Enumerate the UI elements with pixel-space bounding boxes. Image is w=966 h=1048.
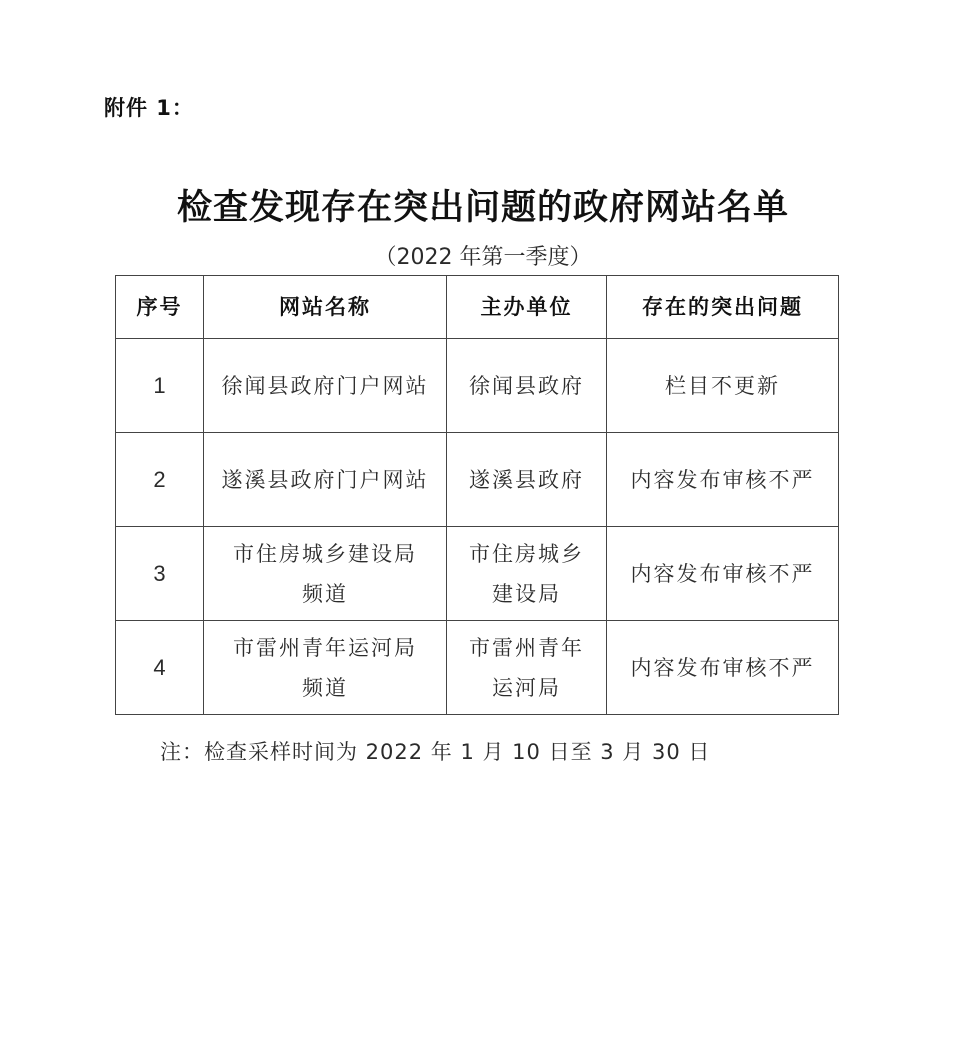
row-site-name: 遂溪县政府门户网站 xyxy=(204,433,447,527)
row-sponsor: 徐闻县政府 xyxy=(447,339,607,433)
website-list-table xyxy=(115,275,839,715)
header-sponsor: 主办单位 xyxy=(447,276,607,339)
row-sponsor: 遂溪县政府 xyxy=(447,433,607,527)
row-issue: 内容发布审核不严 xyxy=(607,621,839,715)
header-number: 序号 xyxy=(116,276,204,339)
row-issue: 内容发布审核不严 xyxy=(607,527,839,621)
row-site-name: 市住房城乡建设局频道 xyxy=(204,527,447,621)
table-row xyxy=(116,433,839,527)
table-row xyxy=(116,527,839,621)
row-site-name: 徐闻县政府门户网站 xyxy=(204,339,447,433)
row-number: 1 xyxy=(116,339,204,433)
table-row xyxy=(116,339,839,433)
row-number: 2 xyxy=(116,433,204,527)
row-issue: 栏目不更新 xyxy=(607,339,839,433)
table-row xyxy=(116,621,839,715)
sampling-note: 注：检查采样时间为 2022 年 1 月 10 日至 3 月 30 日 xyxy=(160,740,711,764)
document-subtitle: （2022 年第一季度） xyxy=(374,245,592,270)
table-header-row xyxy=(116,276,839,339)
attachment-label: 附件 1： xyxy=(104,96,194,120)
header-site-name: 网站名称 xyxy=(204,276,447,339)
row-number: 4 xyxy=(116,621,204,715)
row-sponsor: 市雷州青年运河局 xyxy=(447,621,607,715)
row-number: 3 xyxy=(116,527,204,621)
row-sponsor: 市住房城乡建设局 xyxy=(447,527,607,621)
row-issue: 内容发布审核不严 xyxy=(607,433,839,527)
document-title: 检查发现存在突出问题的政府网站名单 xyxy=(176,188,789,228)
header-issue: 存在的突出问题 xyxy=(607,276,839,339)
row-site-name: 市雷州青年运河局频道 xyxy=(204,621,447,715)
